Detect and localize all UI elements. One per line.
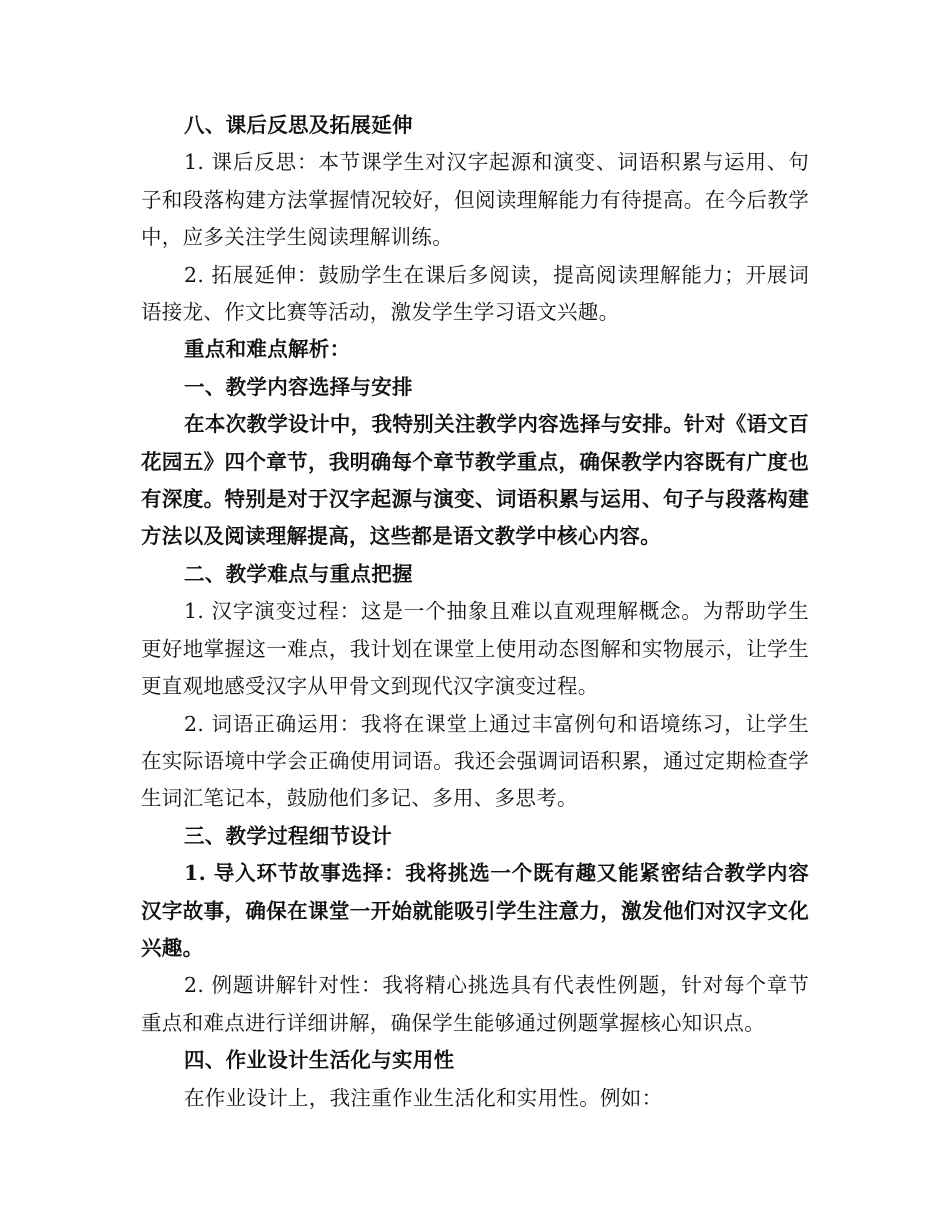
paragraph-reflection: 1. 课后反思：本节课学生对汉字起源和演变、词语积累与运用、句子和段落构建方法掌握情况较好，但阅读理解能力有待提高。在今后教学中，应多关注学生阅读理解训练。 — [141, 150, 809, 250]
section-heading-reflection: 八、课后反思及拓展延伸 — [184, 113, 413, 137]
section-heading-homework-design: 四、作业设计生活化与实用性 — [184, 1048, 455, 1073]
section-heading-process-design: 三、教学过程细节设计 — [184, 823, 392, 848]
section-heading-content-selection: 一、教学内容选择与安排 — [184, 374, 413, 399]
paragraph-extension: 2. 拓展延伸：鼓励学生在课后多阅读，提高阅读理解能力；开展词语接龙、作文比赛等活动，激发学生学习语文兴趣。 — [141, 262, 809, 325]
paragraph-character-evolution: 1. 汉字演变过程：这是一个抽象且难以直观理解概念。为帮助学生更好地掌握这一难点，我计划在课堂上使用动态图解和实物展示，让学生更直观地感受汉字从甲骨文到现代汉字演变过程。 — [141, 599, 809, 699]
paragraph-homework-design: 在作业设计上，我注重作业生活化和实用性。例如： — [184, 1085, 663, 1110]
section-heading-key-points: 重点和难点解析： — [184, 337, 351, 362]
paragraph-example-explanation: 2. 例题讲解针对性：我将精心挑选具有代表性例题，针对每个章节重点和难点进行详细讲解，确保学生能够通过例题掌握核心知识点。 — [141, 973, 809, 1035]
paragraph-content-selection: 在本次教学设计中，我特别关注教学内容选择与安排。针对《语文百花园五》四个章节，我明确每个章节教学重点，确保教学内容既有广度也有深度。特别是对于汉字起源与演变、词语积累与运用、句子与段落构建方法以及阅读理解提高，这些都是语文教学中核心内容。 — [141, 412, 809, 549]
paragraph-intro-story: 1. 导入环节故事选择：我将挑选一个既有趣又能紧密结合教学内容汉字故事，确保在课堂一开始就能吸引学生注意力，激发他们对汉字文化兴趣。 — [141, 861, 809, 960]
document-body — [141, 107, 809, 1117]
paragraph-word-usage: 2. 词语正确运用：我将在课堂上通过丰富例句和语境练习，让学生在实际语境中学会正确使用词语。我还会强调词语积累，通过定期检查学生词汇笔记本，鼓励他们多记、多用、多思考。 — [141, 711, 809, 811]
section-heading-difficulties: 二、教学难点与重点把握 — [184, 561, 413, 586]
